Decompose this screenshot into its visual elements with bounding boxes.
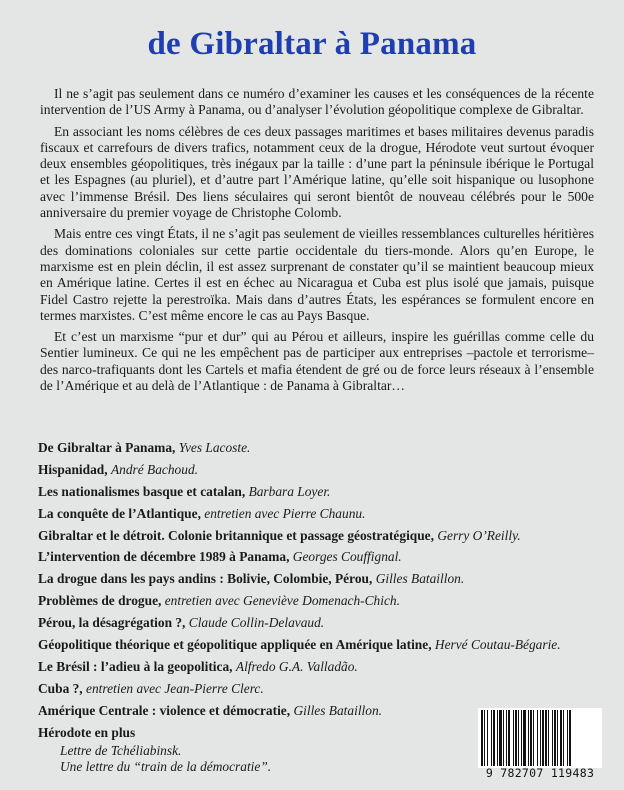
barcode-bar bbox=[487, 710, 488, 766]
barcode-bar bbox=[545, 710, 547, 766]
barcode-bar bbox=[552, 710, 553, 766]
toc-author: Alfredo G.A. Valladão. bbox=[235, 658, 358, 674]
barcode-bar bbox=[481, 710, 483, 766]
toc-title: Pérou, la désagrégation ?, bbox=[38, 615, 186, 631]
extra-item: Lettre de Tchéliabinsk. bbox=[60, 743, 182, 759]
toc-entry bbox=[38, 634, 598, 656]
toc-title: L’intervention de décembre 1989 à Panama, bbox=[38, 549, 290, 565]
toc-title: La drogue dans les pays andins : Bolivie, Colombie, Pérou, bbox=[38, 571, 373, 587]
toc-entry bbox=[38, 612, 598, 634]
toc-entry bbox=[38, 678, 598, 700]
toc-title: Géopolitique théorique et géopolitique appliquée en Amérique latine, bbox=[38, 637, 432, 653]
barcode-bar bbox=[567, 710, 568, 766]
barcode-bar bbox=[560, 710, 562, 766]
toc-title: Les nationalismes basque et catalan, bbox=[38, 483, 246, 499]
page-title: de Gibraltar à Panama bbox=[147, 26, 477, 62]
intro-paragraph: Et c’est un marxisme “pur et dur” qui au Pérou et ailleurs, inspire les guérillas comme celle du Sentier lumineux. Ce qui ne les empêchent pas de participer aux entreprises –pactole et terrorisme– des narco-trafiquants dont les Cartels et mafia étendent de gré ou de force leurs réseaux à l’ensemble de l’Amérique et au delà de l’Atlantique : de Panama à Gibraltar… bbox=[40, 329, 594, 394]
barcode-bar bbox=[484, 710, 485, 766]
barcode-bar bbox=[518, 710, 519, 766]
toc-author: Claude Collin-Delavaud. bbox=[188, 615, 325, 631]
barcode-bar bbox=[533, 710, 534, 766]
barcode-bar bbox=[530, 710, 532, 766]
intro-paragraph: Mais entre ces vingt États, il ne s’agit pas seulement de vieilles ressemblances culturelles héritières des dominations coloniales sur cette partie occidentale du tiers-monde. Alors qu’en Europe, le marxisme est en plein déclin, il est assez surprenant de constater qu’il se maintient beaucoup mieux en Amérique latine. Certes il est en échec au Nicaragua et Cuba est plus isolé que jamais, puisque Fidel Castro rejette la perestroïka. Mais dans d’autres États, les espérances se formulent encore en termes marxistes. C’est même encore le cas au Pays Basque. bbox=[40, 226, 594, 323]
toc-author: entretien avec Geneviève Domenach-Chich. bbox=[164, 593, 400, 609]
toc-author: Yves Lacoste. bbox=[178, 440, 251, 455]
toc-author: Hervé Coutau-Bégarie. bbox=[434, 637, 561, 653]
barcode-bar bbox=[540, 710, 541, 766]
toc-author: Gerry O’Reilly. bbox=[437, 527, 521, 543]
barcode-bar bbox=[499, 710, 502, 766]
barcode-bar bbox=[523, 710, 526, 766]
toc-author: entretien avec Pierre Chaunu. bbox=[204, 505, 366, 521]
toc-title: Problèmes de drogue, bbox=[38, 593, 162, 609]
barcode-bar bbox=[569, 710, 571, 766]
toc-title: La conquête de l’Atlantique, bbox=[38, 505, 201, 521]
toc-title: Amérique Centrale : violence et démocratie, bbox=[38, 702, 291, 718]
barcode-bar bbox=[493, 710, 495, 766]
barcode-bar bbox=[537, 710, 538, 766]
toc-title: Cuba ?, bbox=[38, 680, 83, 696]
toc-title: Hispanidad, bbox=[38, 461, 108, 477]
barcode-bar bbox=[521, 710, 522, 766]
toc-author: entretien avec Jean-Pierre Clerc. bbox=[86, 680, 264, 696]
toc-entry bbox=[38, 481, 598, 503]
toc-entry bbox=[38, 437, 598, 459]
intro-paragraph: Il ne s’agit pas seulement dans ce numéro d’examiner les causes et les conséquences de la récente intervention de l’US Army à Panama, ou d’analyser l’évolution géopolitique complexe de Gibraltar. bbox=[40, 86, 594, 118]
barcode-bar bbox=[554, 710, 556, 766]
toc-entry bbox=[38, 590, 598, 612]
extra-heading: Hérodote en plus bbox=[38, 724, 136, 740]
toc-entry bbox=[38, 546, 598, 568]
barcode-bar bbox=[513, 710, 514, 766]
barcode-bar bbox=[542, 710, 544, 766]
toc-author: Barbara Loyer. bbox=[248, 483, 331, 499]
toc-entry bbox=[38, 568, 598, 590]
barcode bbox=[478, 708, 602, 768]
toc-author: Gilles Bataillon. bbox=[293, 702, 382, 718]
toc-title: Le Brésil : l’adieu à la geopolitica, bbox=[38, 658, 233, 674]
intro-paragraph: En associant les noms célèbres de ces deux passages maritimes et bases militaires devenus paradis fiscaux et carrefours de divers trafics, notamment ceux de la drogue, Hérodote veut surtout évoquer deux ensembles géopolitiques, très inégaux par la taille : d’une part la péninsule ibérique le Portugal et les Espagnes (au pluriel), et d’autre part l’Amérique latine, qu’elle soit hispanique ou lusophone avec l’immense Brésil. Des liens séculaires qui seront bientôt de nouveau célébrés pour le 500e anniversaire du premier voyage de Christophe Colomb. bbox=[40, 123, 594, 221]
barcode-bar bbox=[515, 710, 517, 766]
barcode-bar bbox=[506, 710, 507, 766]
extra-item: Une lettre du “train de la démocratie”. bbox=[60, 759, 272, 775]
toc-title: Gibraltar et le détroit. Colonie britannique et passage géostratégique, bbox=[38, 527, 434, 543]
barcode-bar bbox=[503, 710, 504, 766]
toc-author: Gilles Bataillon. bbox=[375, 571, 465, 587]
barcode-bar bbox=[557, 710, 558, 766]
barcode-bar bbox=[508, 710, 510, 766]
barcode-bar bbox=[563, 710, 564, 766]
toc-entry bbox=[38, 656, 598, 678]
barcode-bar bbox=[548, 710, 549, 766]
toc-entry bbox=[38, 503, 598, 525]
barcode-bars bbox=[478, 708, 602, 768]
barcode-bar bbox=[491, 710, 492, 766]
barcode-bar bbox=[497, 710, 498, 766]
toc-author: Georges Couffignal. bbox=[292, 549, 402, 565]
barcode-bar bbox=[528, 710, 529, 766]
isbn-number: 9 782707 119483 bbox=[485, 766, 595, 780]
toc-entry bbox=[38, 525, 598, 547]
toc-author: André Bachoud. bbox=[110, 461, 198, 477]
toc-title: De Gibraltar à Panama, bbox=[38, 440, 176, 455]
intro-text bbox=[40, 86, 594, 399]
toc-entry bbox=[38, 459, 598, 481]
